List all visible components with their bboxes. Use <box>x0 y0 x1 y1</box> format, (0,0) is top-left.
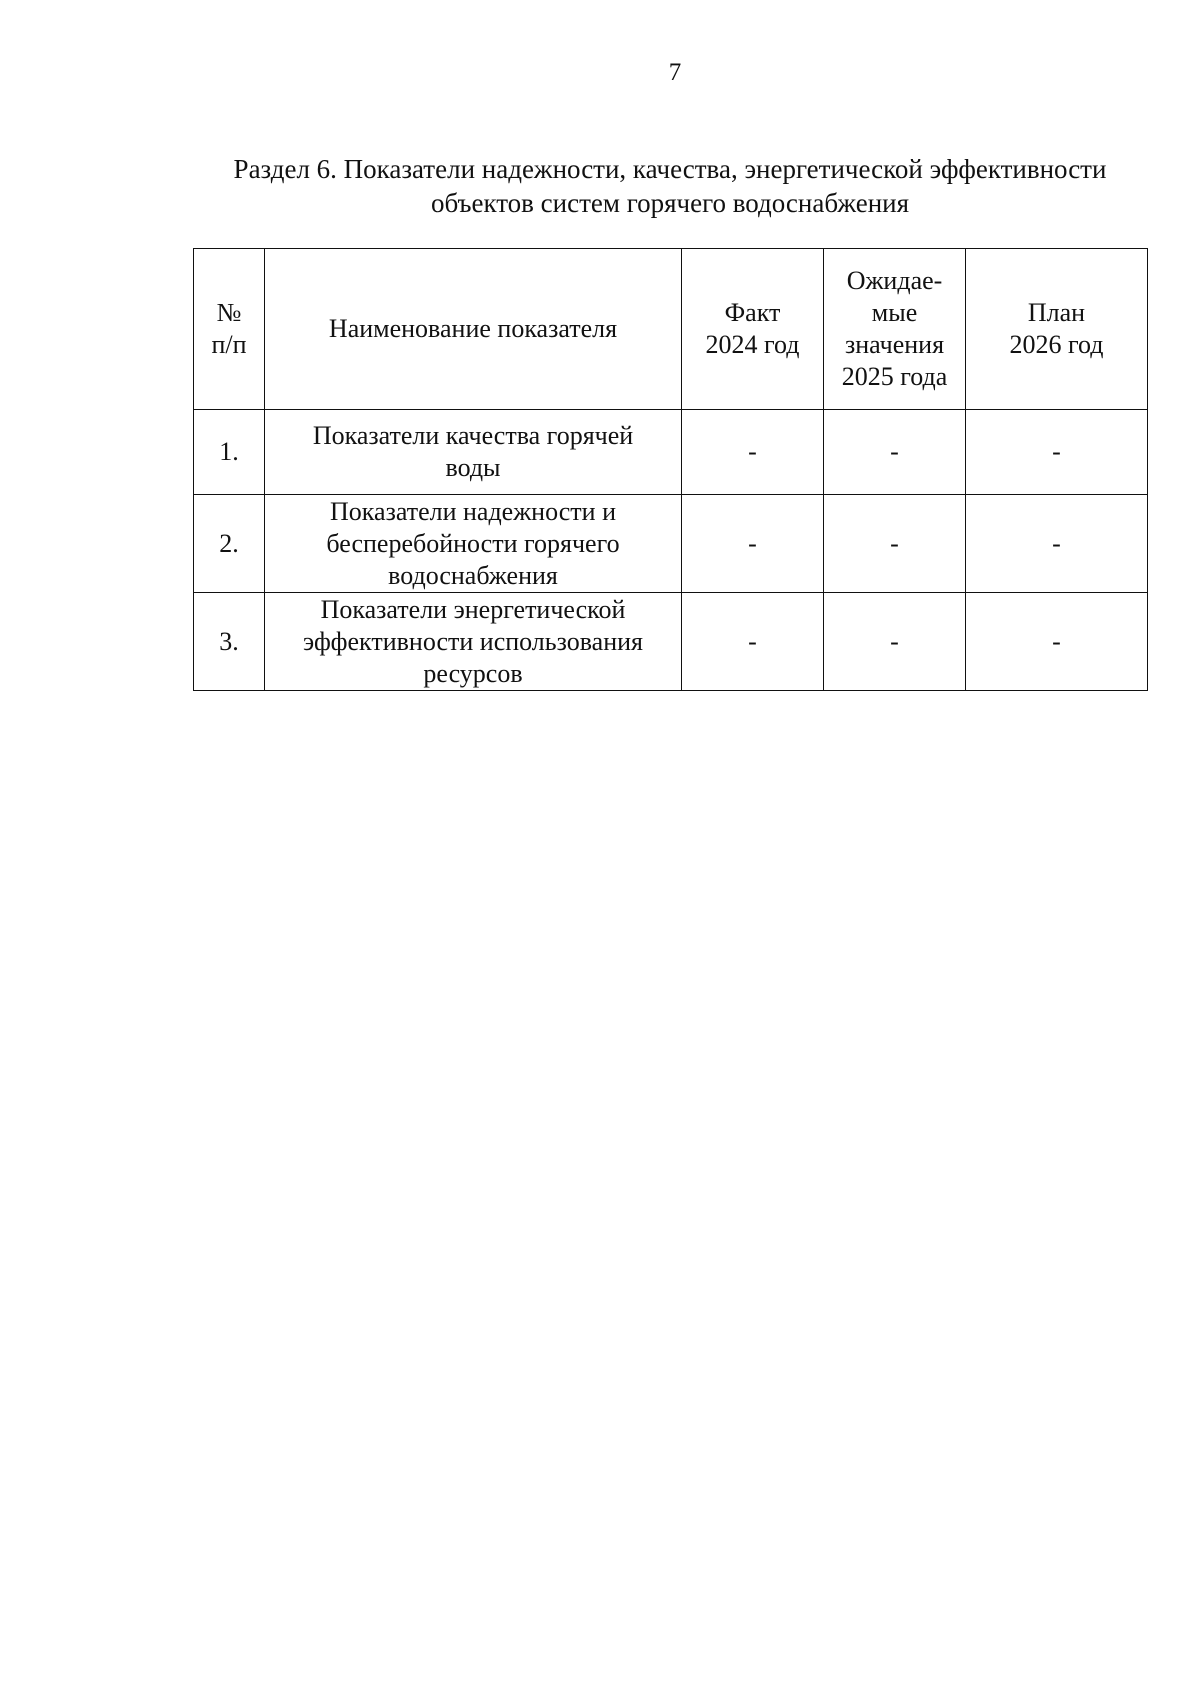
row-number: 3. <box>194 593 265 691</box>
indicators-table <box>193 248 1148 691</box>
row-fact: - <box>682 495 824 593</box>
table-header-row <box>194 249 1148 410</box>
row-fact: - <box>682 410 824 495</box>
row-plan: - <box>966 495 1148 593</box>
table-row <box>194 495 1148 593</box>
section-title <box>190 152 1150 220</box>
table-row <box>194 593 1148 691</box>
row-name: Показатели надежности и бесперебойности горячего водоснабжения <box>265 495 682 593</box>
table-row <box>194 410 1148 495</box>
row-expected: - <box>824 410 966 495</box>
row-plan: - <box>966 593 1148 691</box>
row-expected: - <box>824 593 966 691</box>
header-plan: План 2026 год <box>966 249 1148 410</box>
row-plan: - <box>966 410 1148 495</box>
header-name: Наименование показателя <box>265 249 682 410</box>
header-number: № п/п <box>194 249 265 410</box>
row-name: Показатели энергетической эффективности использования ресурсов <box>265 593 682 691</box>
row-number: 1. <box>194 410 265 495</box>
section-title-line-2: объектов систем горячего водоснабжения <box>430 188 910 218</box>
header-fact: Факт 2024 год <box>682 249 824 410</box>
row-expected: - <box>824 495 966 593</box>
section-title-line-1: Раздел 6. Показатели надежности, качества, энергетической эффективности <box>233 154 1107 184</box>
page-number: 7 <box>668 59 682 86</box>
row-name: Показатели качества горячей воды <box>265 410 682 495</box>
row-fact: - <box>682 593 824 691</box>
header-expected: Ожидае- мые значения 2025 года <box>824 249 966 410</box>
row-number: 2. <box>194 495 265 593</box>
